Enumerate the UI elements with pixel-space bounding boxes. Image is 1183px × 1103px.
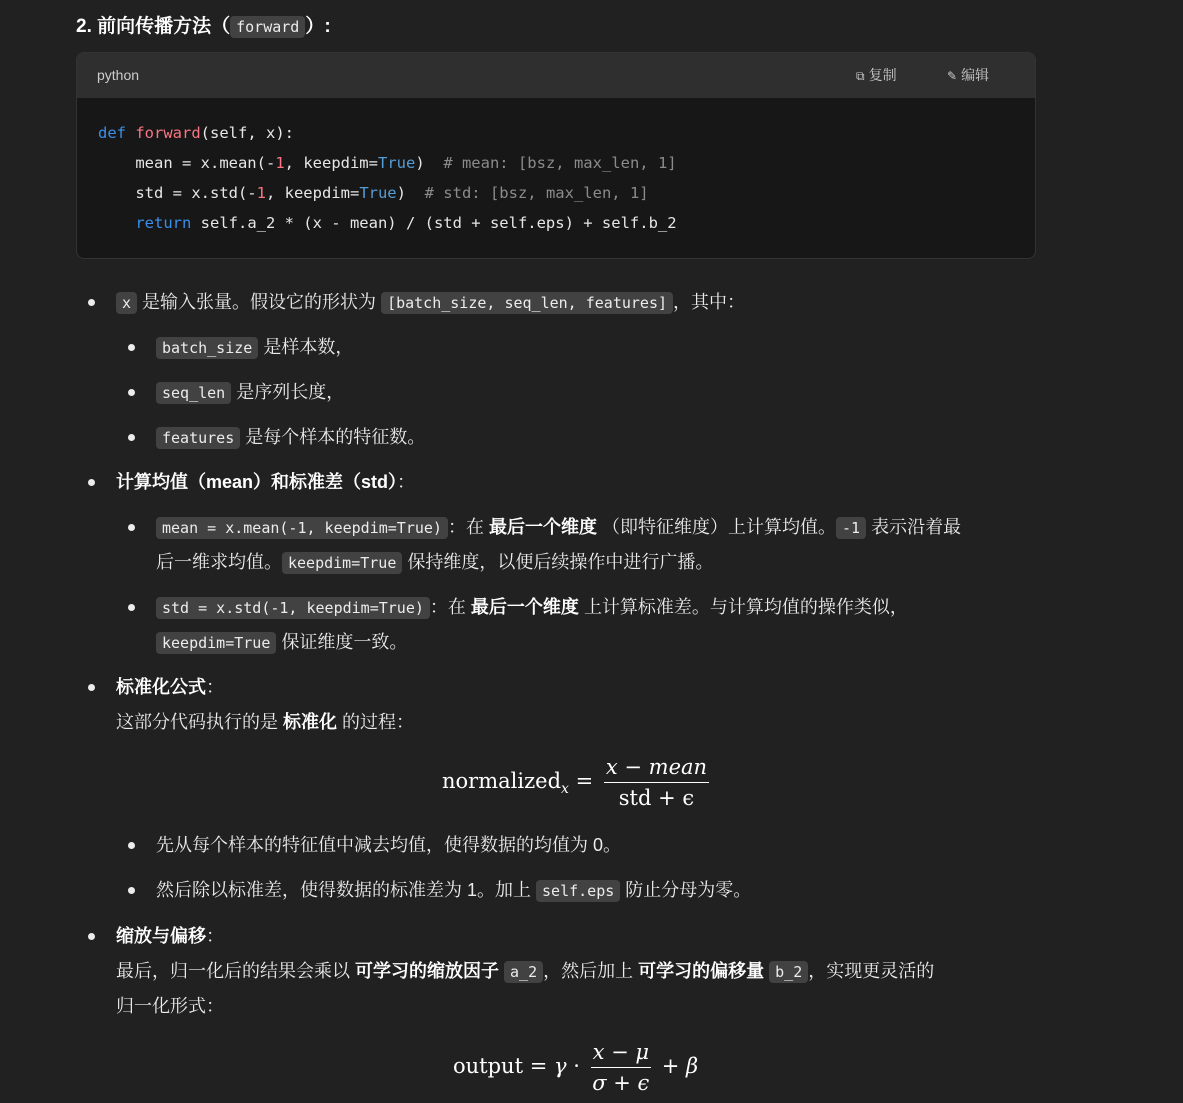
code-block [76, 52, 1036, 259]
edit-button[interactable]: ✎ 编辑 [947, 67, 990, 83]
copy-icon: ⧉ [856, 69, 865, 83]
pencil-icon: ✎ [947, 69, 958, 83]
code-line: def forward(self, x): [98, 124, 294, 142]
code-line: return self.a_2 * (x - mean) / (std + self.eps) + self.b_2 [135, 214, 677, 232]
code-line: std = x.std(-1, keepdim=True) # std: [bsz, max_len, 1] [98, 184, 649, 202]
normalization-formula: normalized$_x$ = $\frac{\text{x − mean}}{\text{std + ϵ}}$ [442, 752, 713, 813]
code-language-label: python [97, 67, 140, 83]
code-line: mean = x.mean(-1, keepdim=True) # mean: [bsz, max_len, 1] [98, 154, 677, 172]
code-content[interactable] [77, 98, 1035, 238]
section-heading: 2. 前向传播方法（ forward ）: [76, 16, 331, 37]
scale-shift-formula: output = γ · $\frac{x - \mu}{\sigma + \epsilon}$ + β [453, 1037, 698, 1098]
code-block-header [77, 53, 1035, 98]
copy-button[interactable]: ⧉ 复制 [856, 67, 897, 83]
